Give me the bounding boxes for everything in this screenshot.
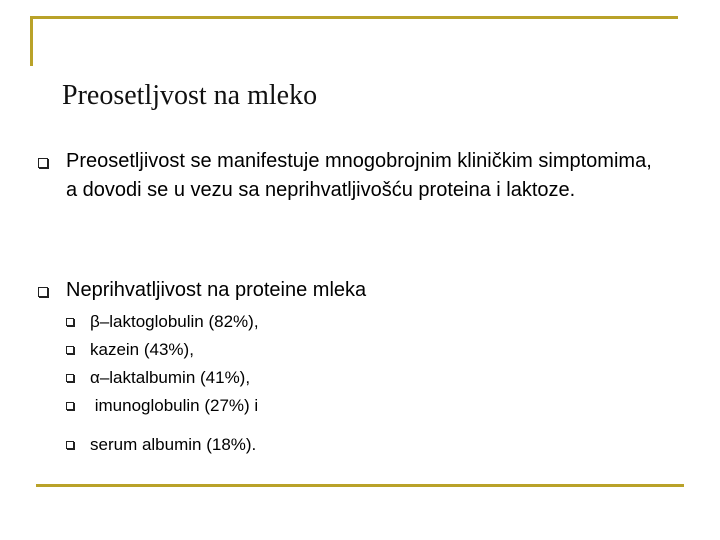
- bullet-text: Neprihvatljivost na proteine mleka: [66, 279, 367, 301]
- sub-bullet-text: β–laktoglobulin (82%),: [90, 312, 259, 331]
- sub-bullet-text: α–laktalbumin (41%),: [90, 368, 251, 387]
- slide-title: Preosetljvost na mleko: [62, 80, 318, 111]
- bullet-text: Preosetljivost se manifestuje mnogobrojnim kliničkim simptomima, a dovodi se u vezu sa neprihvatljivošću proteina i laktoze.: [66, 150, 652, 201]
- frame-top-line: [30, 16, 678, 19]
- frame-bottom-line: [36, 484, 684, 487]
- sub-bullet-text: imunoglobulin (27%) i: [90, 396, 259, 415]
- sub-bullet-text: kazein (43%),: [90, 340, 194, 359]
- square-bullet-icon: [66, 374, 74, 382]
- square-bullet-icon: [66, 346, 74, 354]
- square-bullet-icon: [66, 402, 74, 410]
- square-bullet-icon: [66, 441, 74, 449]
- square-bullet-icon: [38, 158, 48, 168]
- square-bullet-icon: [38, 287, 48, 297]
- square-bullet-icon: [66, 318, 74, 326]
- sub-bullet-text: serum albumin (18%).: [90, 435, 257, 454]
- frame-left-line: [30, 16, 33, 66]
